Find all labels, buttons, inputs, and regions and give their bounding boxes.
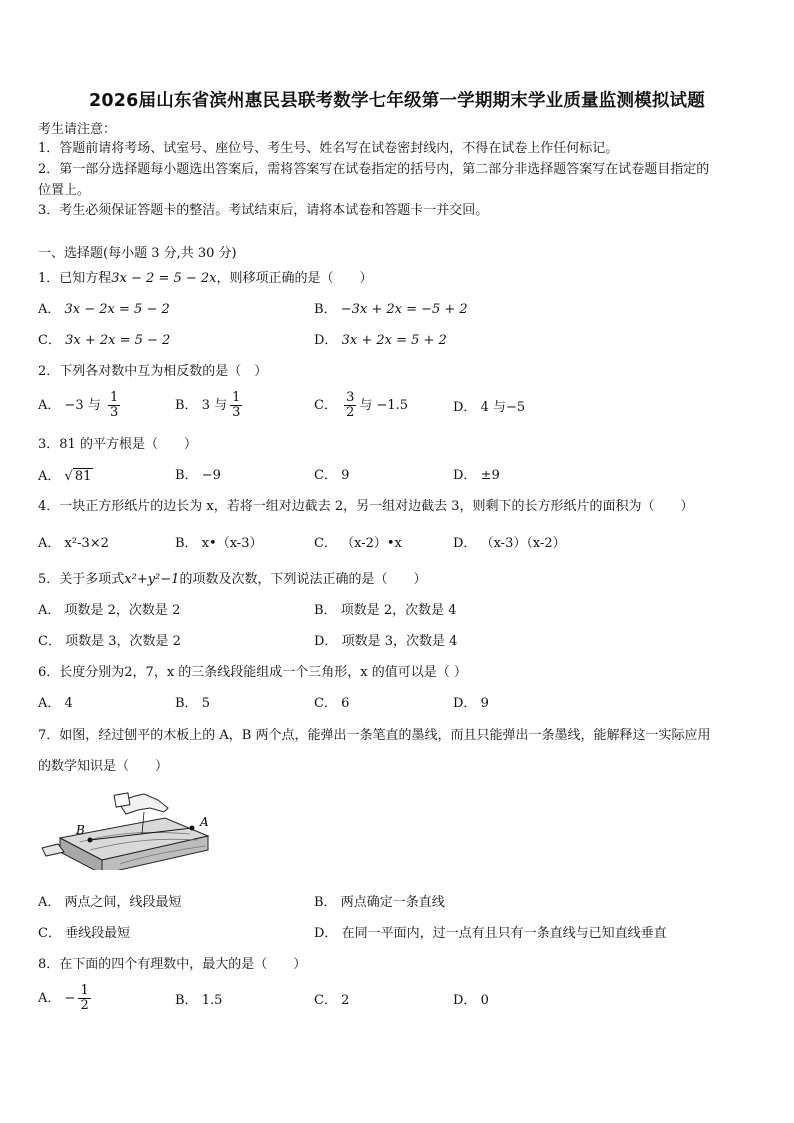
option-text: −3x + 2x = −5 + 2 xyxy=(340,302,468,317)
q8-option-a[interactable] xyxy=(38,984,94,1013)
q2-option-b[interactable] xyxy=(175,391,245,420)
q5-option-d[interactable] xyxy=(314,634,457,650)
fraction xyxy=(344,391,356,420)
option-text: 两点确定一条直线 xyxy=(340,895,445,910)
q1-option-d[interactable] xyxy=(314,333,447,349)
option-label: C． xyxy=(314,696,337,711)
option-text: 项数是 3，次数是 2 xyxy=(65,634,181,649)
q5-polynomial: x²+y²−1 xyxy=(124,572,180,587)
option-label: C． xyxy=(38,333,61,348)
q7-option-b[interactable] xyxy=(314,895,445,911)
sqrt-icon: √ xyxy=(64,469,73,484)
question-3-stem: 3．81 的平方根是（ ） xyxy=(38,437,197,452)
option-label: B． xyxy=(175,398,198,413)
option-label: B． xyxy=(314,895,337,910)
option-text: 0 xyxy=(480,993,489,1008)
question-5-stem xyxy=(38,572,426,588)
option-label: C． xyxy=(38,926,61,941)
label-a: A xyxy=(200,815,209,829)
section-heading: 一、选择题(每小题 3 分,共 30 分) xyxy=(38,246,237,261)
q5-stem-prefix: 5．关于多项式 xyxy=(38,572,125,587)
option-text: 9 xyxy=(480,696,489,711)
option-label: B． xyxy=(314,302,337,317)
option-text: −9 xyxy=(201,468,221,483)
option-label: B． xyxy=(175,696,198,711)
q1-option-a[interactable] xyxy=(38,302,170,318)
denominator: 3 xyxy=(109,405,119,420)
option-text: 1.5 xyxy=(201,993,223,1008)
option-text: 6 xyxy=(341,696,350,711)
option-label: D． xyxy=(453,536,477,551)
question-7-stem-line2: 的数学知识是（ ） xyxy=(38,759,169,774)
numerator: 1 xyxy=(80,983,89,998)
q2-option-d[interactable] xyxy=(453,400,525,416)
notice-item-2: 2．第一部分选择题每小题选出答案后，需将答案写在试卷指定的括号内，第二部分非选择题答案写在试卷题目指定的 xyxy=(38,162,710,177)
option-text: 3x + 2x = 5 − 2 xyxy=(65,333,171,348)
denominator: 3 xyxy=(232,405,241,420)
option-label: D． xyxy=(453,696,477,711)
question-7-stem-line1: 7．如图，经过刨平的木板上的 A，B 两个点，能弹出一条笔直的墨线，而且只能弹出一条墨线，能解释这一实际应用 xyxy=(38,728,711,743)
notice-item-1: 1．答题前请将考场、试室号、座位号、考生号、姓名写在试卷密封线内，不得在试卷上作任何标记。 xyxy=(38,141,619,156)
option-label: D． xyxy=(453,400,477,415)
q8-option-d[interactable] xyxy=(453,993,489,1009)
q1-equation: 3x − 2 = 5 − 2x xyxy=(111,271,217,286)
question-8-stem: 8．在下面的四个有理数中，最大的是（ ） xyxy=(38,957,307,972)
option-text: （x-3）（x-2） xyxy=(480,536,566,551)
option-label: B． xyxy=(175,468,198,483)
option-text: 9 xyxy=(341,468,350,483)
numerator: 1 xyxy=(232,390,241,405)
point-b-dot xyxy=(88,838,93,843)
option-text: 在同一平面内，过一点有且只有一条直线与已知直线垂直 xyxy=(341,926,667,941)
option-text: 项数是 2，次数是 4 xyxy=(340,603,457,618)
q4-option-c[interactable] xyxy=(314,536,402,552)
option-label: D． xyxy=(453,468,477,483)
option-label: C． xyxy=(314,398,337,413)
notice-item-2-cont: 位置上。 xyxy=(38,183,91,198)
q1-option-c[interactable] xyxy=(38,333,170,349)
question-2-stem: 2．下列各对数中互为相反数的是（ ） xyxy=(38,364,268,379)
q6-option-d[interactable] xyxy=(453,696,489,712)
option-label: A． xyxy=(38,536,61,551)
option-text: 2 xyxy=(341,993,350,1008)
option-label: A． xyxy=(38,991,61,1006)
fraction xyxy=(230,391,242,420)
option-text: x•（x-3） xyxy=(201,536,263,551)
q6-option-b[interactable] xyxy=(175,696,210,712)
question-6-stem: 6．长度分别为2，7，x 的三条线段能组成一个三角形，x 的值可以是（ ） xyxy=(38,665,467,680)
option-label: D． xyxy=(453,993,477,1008)
option-text: 垂线段最短 xyxy=(65,926,131,941)
option-text: 项数是 2，次数是 2 xyxy=(64,603,181,618)
q6-option-c[interactable] xyxy=(314,696,349,712)
option-label: A． xyxy=(38,302,61,317)
q6-option-a[interactable] xyxy=(38,696,73,712)
q4-option-a[interactable] xyxy=(38,536,109,552)
page-title: 2026届山东省滨州惠民县联考数学七年级第一学期期末学业质量监测模拟试题 xyxy=(89,91,705,111)
q2-option-a[interactable] xyxy=(38,391,123,420)
option-label: B． xyxy=(175,536,198,551)
numerator: 3 xyxy=(346,390,355,405)
option-text: ±9 xyxy=(480,468,500,483)
option-label: C． xyxy=(314,536,337,551)
option-label: A． xyxy=(38,603,61,618)
option-label: B． xyxy=(175,993,198,1008)
q3-option-b[interactable] xyxy=(175,468,221,484)
option-text: 两点之间，线段最短 xyxy=(64,895,182,910)
notice-item-3: 3．考生必须保证答题卡的整洁。考试结束后，请将本试卷和答题卡一并交回。 xyxy=(38,203,489,218)
option-text: 与 −1.5 xyxy=(359,398,409,413)
q3-option-c[interactable] xyxy=(314,468,349,484)
fraction xyxy=(78,984,90,1013)
option-text: 3x + 2x = 5 + 2 xyxy=(341,333,447,348)
option-label: A． xyxy=(38,895,61,910)
option-label: C． xyxy=(314,468,337,483)
q7-option-c[interactable] xyxy=(38,926,130,942)
q5-stem-suffix: 的项数及次数，下列说法正确的是（ ） xyxy=(179,572,427,587)
option-text: −3 与 xyxy=(64,398,101,413)
denominator: 2 xyxy=(80,998,89,1013)
option-label: C． xyxy=(38,634,61,649)
q7-option-d[interactable] xyxy=(314,926,667,942)
option-text: 4 xyxy=(64,696,73,711)
option-label: B． xyxy=(314,603,337,618)
option-label: C． xyxy=(314,993,337,1008)
option-label: D． xyxy=(314,926,338,941)
wooden-board-illustration xyxy=(40,790,220,870)
q1-stem-suffix: ，则移项正确的是（ ） xyxy=(216,271,373,286)
q7-option-a[interactable] xyxy=(38,895,182,911)
q8-option-c[interactable] xyxy=(314,993,349,1009)
option-label: D． xyxy=(314,634,338,649)
numerator: 1 xyxy=(109,390,119,405)
sleeve-shape xyxy=(114,793,130,807)
q3-option-d[interactable] xyxy=(453,468,500,484)
q5-option-c[interactable] xyxy=(38,634,181,650)
option-text: 3x − 2x = 5 − 2 xyxy=(64,302,170,317)
point-a-dot xyxy=(190,826,195,831)
option-label: A． xyxy=(38,696,61,711)
fraction xyxy=(108,391,120,420)
option-label: A． xyxy=(38,469,61,484)
notice-heading: 考生请注意： xyxy=(38,122,117,137)
option-text: （x-2）•x xyxy=(341,536,402,551)
option-text: 4 与−5 xyxy=(480,400,526,415)
option-label: A． xyxy=(38,398,61,413)
denominator: 2 xyxy=(346,405,355,420)
option-text: 3 与 xyxy=(201,398,228,413)
q4-option-d[interactable] xyxy=(453,536,566,552)
option-text: 项数是 3，次数是 4 xyxy=(341,634,458,649)
q1-stem-prefix: 1．已知方程 xyxy=(38,271,112,286)
option-text: x²-3×2 xyxy=(64,536,109,551)
option-text: 5 xyxy=(201,696,210,711)
radicand: 81 xyxy=(74,469,92,484)
question-1-stem xyxy=(38,271,373,287)
option-label: D． xyxy=(314,333,338,348)
q8-option-b[interactable] xyxy=(175,993,222,1009)
q4-option-b[interactable] xyxy=(175,536,262,552)
q1-option-b[interactable] xyxy=(314,302,468,318)
label-b: B xyxy=(76,823,85,837)
q5-option-b[interactable] xyxy=(314,603,457,619)
q5-option-a[interactable] xyxy=(38,603,180,619)
q3-option-a[interactable] xyxy=(38,468,93,485)
minus-sign: − xyxy=(64,991,76,1006)
q2-option-c[interactable] xyxy=(314,391,408,420)
question-4-stem: 4．一块正方形纸片的边长为 x，若将一组对边截去 2，另一组对边截去 3，则剩下的长方形纸片的面积为（ ） xyxy=(38,499,694,514)
